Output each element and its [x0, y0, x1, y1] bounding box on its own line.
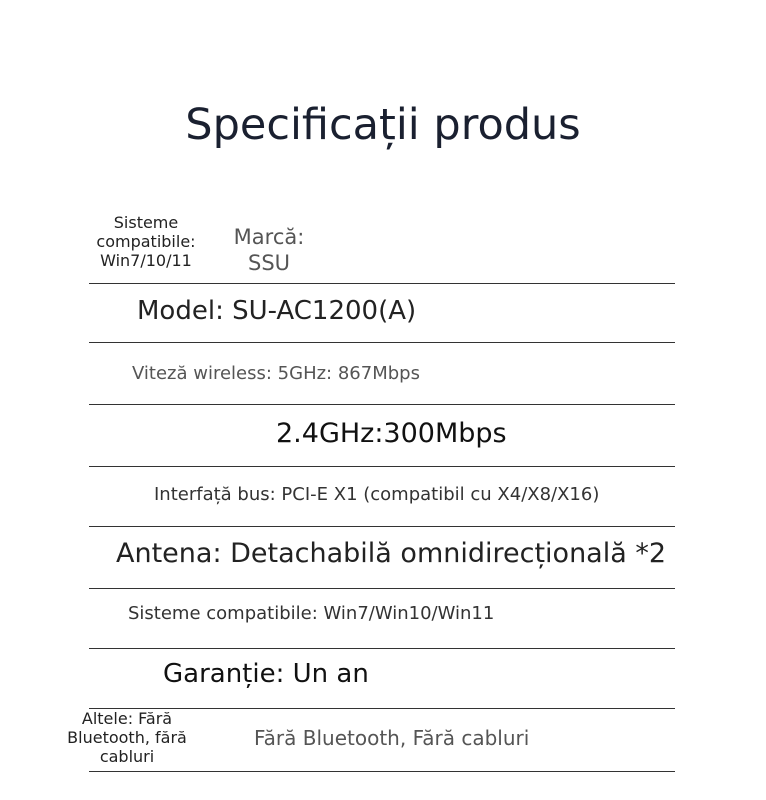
brand — [210, 224, 328, 276]
warranty: Garanție: Un an — [163, 659, 369, 689]
brand-label: Marcă: — [233, 225, 305, 249]
divider — [89, 283, 675, 284]
side-note-line: Win7/10/11 — [100, 251, 192, 270]
divider — [89, 466, 675, 467]
compatible-systems: Sisteme compatibile: Win7/Win10/Win11 — [128, 603, 495, 624]
side-note-line: cabluri — [99, 747, 155, 766]
brand-value: SSU — [247, 251, 291, 275]
side-note-others — [56, 709, 198, 766]
divider — [89, 588, 675, 589]
speed-2-4ghz: 2.4GHz:300Mbps — [276, 418, 507, 449]
side-note-line: compatibile: — [96, 232, 196, 251]
wireless-speed: Viteză wireless: 5GHz: 867Mbps — [132, 363, 420, 384]
divider — [89, 404, 675, 405]
others: Fără Bluetooth, Fără cabluri — [254, 726, 530, 750]
side-note-line: Sisteme — [113, 213, 179, 232]
divider — [89, 648, 675, 649]
page-title: Specificații produs — [185, 100, 581, 150]
side-note-line: Altele: Fără — [81, 709, 173, 728]
antenna: Antena: Detachabilă omnidirecțională *2 — [116, 538, 667, 569]
divider — [89, 342, 675, 343]
side-note-compatible-systems — [66, 213, 226, 270]
side-note-line: Bluetooth, fără — [67, 728, 187, 747]
divider — [89, 771, 675, 772]
divider — [89, 526, 675, 527]
bus-interface: Interfață bus: PCI-E X1 (compatibil cu X4/X8/X16) — [154, 484, 600, 505]
model: Model: SU-AC1200(A) — [137, 296, 417, 326]
